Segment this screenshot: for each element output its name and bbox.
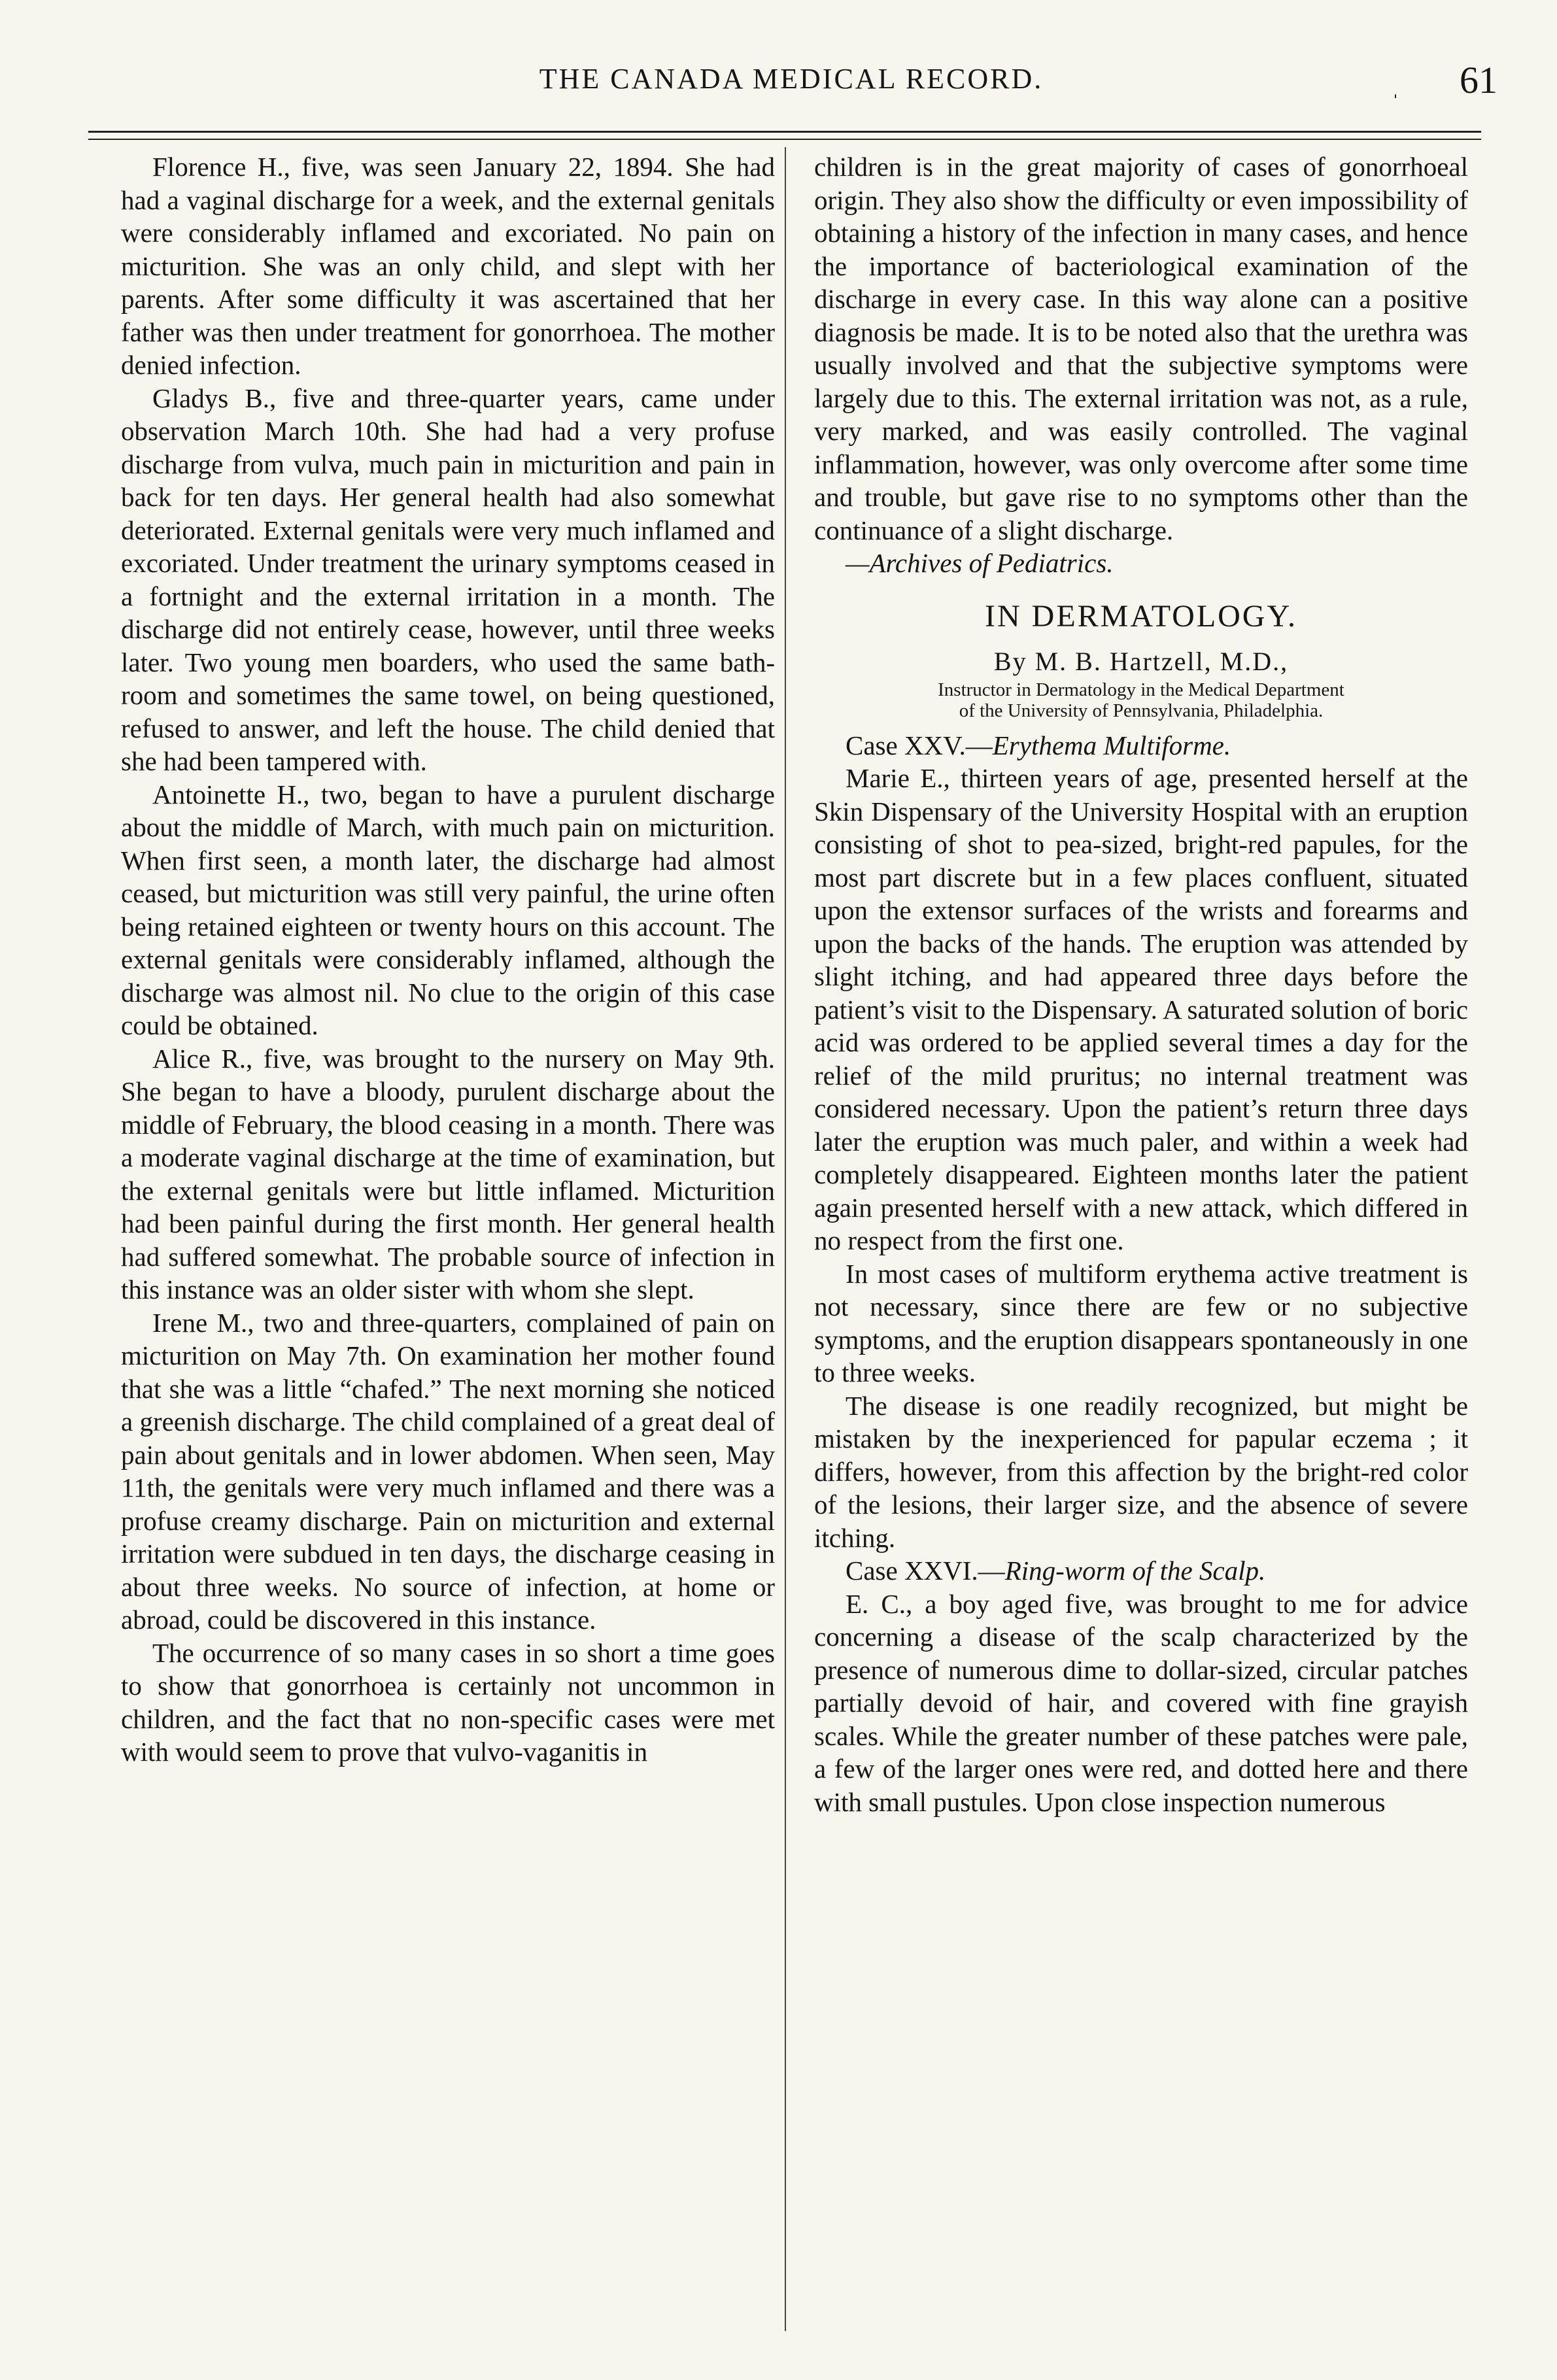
header-rule-thin (88, 139, 1481, 140)
header-rule (88, 131, 1481, 133)
case-25-paragraph: Marie E., thirteen years of age, presented herself at the Skin Dispensary of the University Hospital with an eruption consisting of shot to pea-sized, bright-red papules, for the most part discrete but in a few places confluent, situated upon the extensor surfaces of the wrists and forearms and upon the backs of the hands. The eruption was attended by slight itching, and had appeared three days before the patient’s visit to the Dispensary. A saturated solution of boric acid was ordered to be applied several times a day for the relief of the mild pruritus; no internal treatment was considered necessary. Upon the patient’s return three days later the eruption was much paler, and within a week had completely disappeared. Eighteen months later the patient again presented herself with a new attack, which differed in no respect from the first one. (814, 763, 1468, 1255)
affiliation-line-2: of the University of Pennsylvania, Philadelphia. (959, 700, 1324, 721)
case-25-treatment-paragraph: In most cases of multiform erythema active treatment is not necessary, since there are few or no subjective symptoms, and the eruption disappears spontaneously in one to three weeks. (814, 1258, 1468, 1387)
case-irene-paragraph: Irene M., two and three-quarters, complained of pain on micturition on May 7th. On examination her mother found that she was a little “chafed.” The next morning she noticed a greenish discharge. The child complained of a great deal of pain about genitals and in lower abdomen. When seen, May 11th, the genitals were very much inflamed and there was a profuse creamy discharge. Pain on micturition and external irritation were subdued in ten days, the discharge ceasing in about three weeks. No source of infection, at home or abroad, could be discovered in this instance. (121, 1307, 775, 1635)
section-title: IN DERMATOLOGY. (985, 598, 1297, 634)
case-26-paragraph: E. C., a boy aged five, was brought to me for advice concerning a disease of the scalp characterized by the presence of numerous dime to dollar-sized, circular patches partially devoid of hair, and covered with fine grayish scales. While the greater number of these patches were pale, a few of the larger ones were red, and dotted here and there with small pustules. Upon close inspection numerous (814, 1588, 1468, 1817)
margin-mark: ˌ (1392, 72, 1399, 98)
case-antoinette-paragraph: Antoinette H., two, began to have a purulent discharge about the middle of March, with much pain on micturition. When first seen, a month later, the discharge had almost ceased, but micturition was still very painful, the urine often being retained eighteen or twenty hours on this account. The external genitals were considerably inflamed, although the discharge was almost nil. No clue to the origin of this case could be obtained. (121, 779, 775, 1040)
affiliation-line-1: Instructor in Dermatology in the Medical Department (938, 679, 1344, 700)
case-25-diagnosis-paragraph: The disease is one readily recognized, but might be mistaken by the inexperienced for papular eczema ; it differs, however, from this affection by the bright-red color of the lesions, their larger size, and the absence of severe itching. (814, 1390, 1468, 1553)
case-26-label: Case XXVI.— (846, 1556, 1005, 1586)
case-25-label: Case XXV.— (846, 730, 993, 760)
running-title: THE CANADA MEDICAL RECORD. (539, 63, 1044, 95)
source-citation: —Archives of Pediatrics. (846, 548, 1114, 578)
case-26-title: Ring-worm of the Scalp. (1004, 1556, 1266, 1586)
author-affiliation (814, 679, 1468, 721)
case-25-title: Erythema Multiforme. (992, 730, 1231, 760)
case-26-heading (814, 1554, 1468, 1588)
conclusion-paragraph: The occurrence of so many cases in so short a time goes to show that gonorrhoea is certainly not uncommon in children, and the fact that no non-specific cases were met with would seem to prove that vulvo-vaganitis in (121, 1637, 775, 1767)
case-florence-paragraph: Florence H., five, was seen January 22, 1894. She had had a vaginal discharge for a week, and the external genitals were considerably inflamed and excoriated. No pain on micturition. She was an only child, and slept with her parents. After some difficulty it was ascertained that her father was then under treatment for gonorrhoea. The mother denied infection. (121, 152, 775, 380)
left-column (121, 150, 775, 1769)
author-byline: By M. B. Hartzell, M.D., (993, 646, 1289, 676)
case-25-heading (814, 729, 1468, 762)
page-number: 61 (1460, 59, 1497, 101)
page-header (85, 59, 1497, 108)
column-divider (785, 147, 786, 2331)
case-alice-paragraph: Alice R., five, was brought to the nursery on May 9th. She began to have a bloody, purulent discharge about the middle of February, the blood ceasing in a month. There was a moderate vaginal discharge at the time of examination, but the external genitals were but little inflamed. Micturition had been painful during the first month. Her general health had suffered somewhat. The probable source of infection in this instance was an older sister with whom she slept. (121, 1043, 775, 1304)
case-gladys-paragraph: Gladys B., five and three-quarter years, came under observation March 10th. She had had a very profuse discharge from vulva, much pain in micturition and pain in back for ten days. Her general health had also somewhat deteriorated. External genitals were very much inflamed and excoriated. Under treatment the urinary symptoms ceased in a fortnight and the external irritation in a month. The discharge did not entirely cease, however, until three weeks later. Two young men boarders, who used the same bath-room and sometimes the same towel, on being questioned, refused to answer, and left the house. The child denied that she had been tampered with. (121, 382, 775, 776)
continuation-paragraph: children is in the great majority of cases of gonorrhoeal origin. They also show the difficulty or even impossibility of obtaining a history of the infection in many cases, and hence the importance of bacteriological examination of the discharge in every case. In this way alone can a positive diagnosis be made. It is to be noted also that the urethra was usually involved and that the subjective symptoms were largely due to this. The external irritation was not, as a rule, very marked, and was easily controlled. The vaginal inflammation, however, was only overcome after some time and trouble, but gave rise to no symptoms other than the continuance of a slight discharge. (814, 152, 1468, 545)
right-column (814, 150, 1468, 1818)
